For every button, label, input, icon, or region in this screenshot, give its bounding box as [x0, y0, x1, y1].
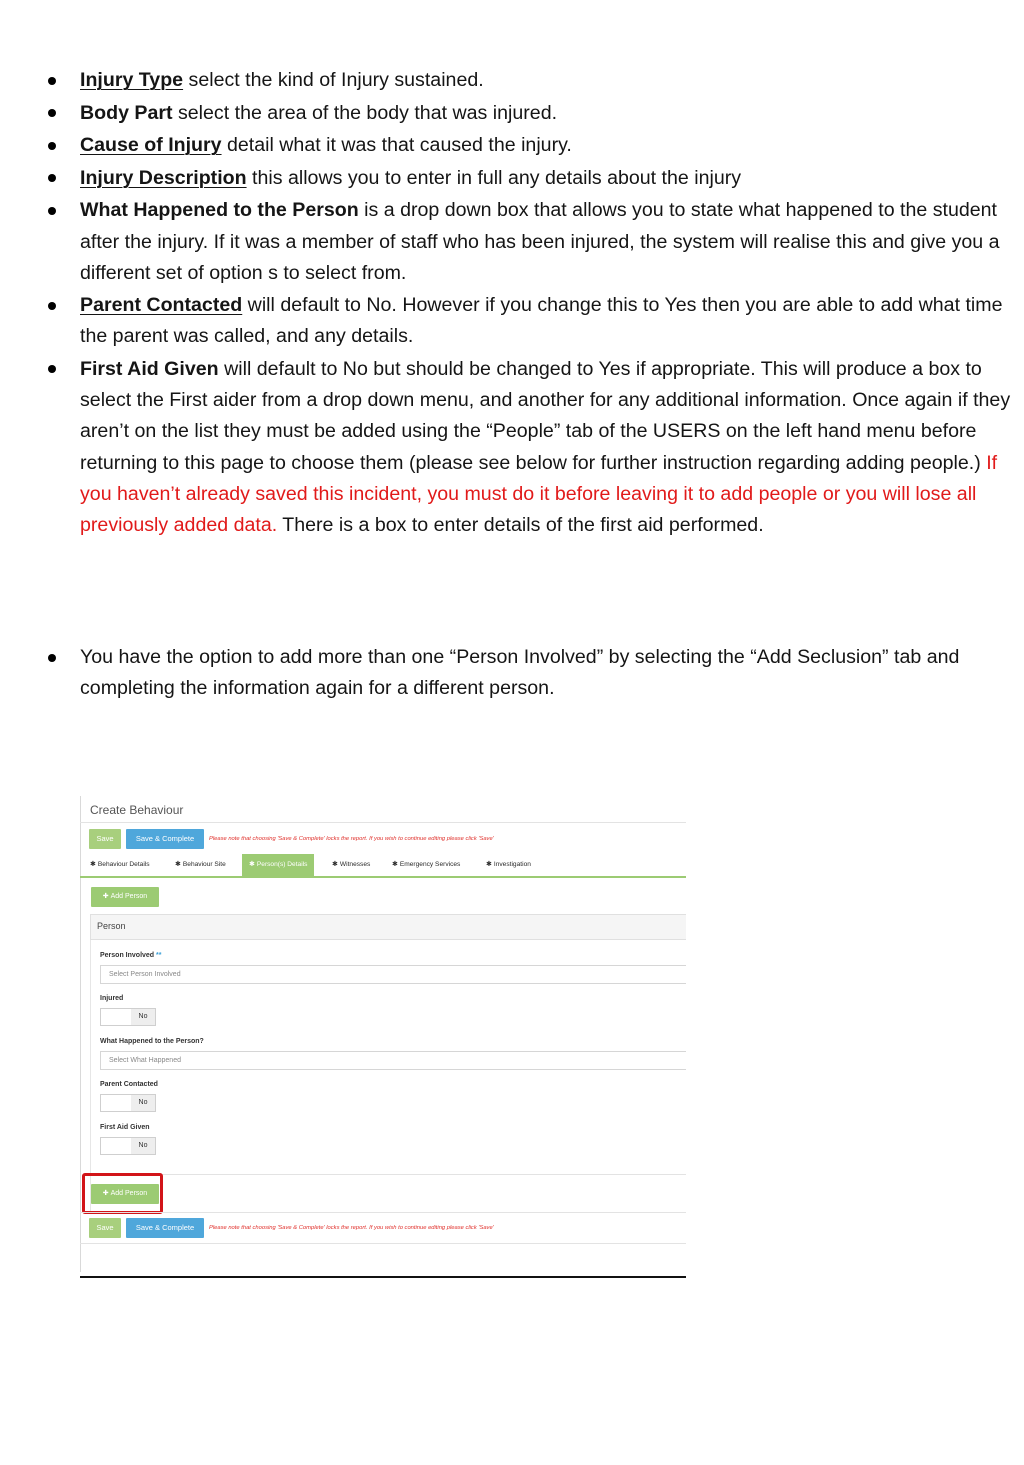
toggle-value: No [131, 1095, 155, 1111]
bullet-term: First Aid Given [80, 357, 219, 380]
tab-label: Behaviour Site [182, 861, 226, 868]
bullet-term: Parent Contacted [80, 294, 243, 317]
asterisk-icon: ✱ [90, 861, 96, 868]
toggle-knob [101, 1009, 132, 1025]
bullet-text: detail what it was that caused the injury. [221, 134, 572, 157]
bullet-term: Body Part [80, 101, 173, 124]
tab-persons-details[interactable] [242, 854, 314, 876]
toggle-value: No [131, 1138, 155, 1154]
field-label-text: Person Involved [100, 952, 155, 959]
bullet-injury-description [44, 163, 1012, 194]
bullet-icon [48, 302, 56, 310]
tab-label: Witnesses [339, 861, 371, 868]
lock-warning-note-bottom: Please note that choosing 'Save & Complete' locks the report. If you wish to continue editing please click 'Save' [209, 1225, 494, 1231]
bullet-text: will default to No but should be changed to Yes if appropriate. This will produce a box to select the First aider from a drop down menu, and another for any additional information. Once again if they aren’t on the list they must be added using the “People” tab of the USERS on the left hand menu before returning to this page to choose them (please see below for further instruction regarding adding people.) [80, 357, 1011, 474]
button-label: Add Person [110, 893, 148, 900]
button-label: Add Person [110, 1190, 148, 1197]
asterisk-icon: ✱ [392, 861, 398, 868]
bullet-term: Cause of Injury [80, 134, 222, 157]
tab-label: Person(s) Details [256, 861, 308, 868]
bullet-icon [48, 365, 56, 373]
bullet-parent-contacted [44, 290, 1012, 352]
save-button[interactable]: Save [89, 829, 121, 849]
bullet-text: You have the option to add more than one “Person Involved” by selecting the “Add Seclusion” tab and completing the information again for a different person. [80, 646, 960, 700]
tab-behaviour-details[interactable] [90, 854, 150, 876]
divider [80, 822, 686, 823]
highlight-box [82, 1173, 163, 1214]
person-panel-header [90, 914, 686, 940]
what-happened-select[interactable]: Select What Happened [100, 1051, 686, 1070]
warning-text: If you haven’t already saved this incident, you must do it before leaving it to add people or you will lose all previously added data. [80, 451, 998, 536]
bullet-add-person [44, 642, 1024, 704]
panel-title: Person [97, 921, 126, 931]
what-happened-label: What Happened to the Person? [100, 1038, 204, 1045]
save-button-bottom[interactable]: Save [89, 1218, 121, 1238]
bullet-icon [48, 174, 56, 182]
bullet-text: this allows you to enter in full any details about the injury [246, 166, 742, 189]
bullet-text-after-warning: There is a box to enter details of the first aid performed. [277, 513, 764, 536]
bullet-what-happened [44, 195, 1012, 289]
add-person-button[interactable] [91, 887, 159, 907]
first-aid-label: First Aid Given [100, 1124, 150, 1131]
form-title: Create Behaviour [90, 803, 184, 817]
bullet-text: will default to No. However if you change this to Yes then you are able to add what time the parent was called, and any details. [80, 294, 1003, 348]
asterisk-icon: ✱ [249, 861, 255, 868]
bullet-icon [48, 207, 56, 215]
asterisk-icon: ✱ [486, 861, 492, 868]
tab-investigation[interactable] [486, 854, 531, 876]
tab-witnesses[interactable] [332, 854, 370, 876]
toggle-knob [101, 1138, 132, 1154]
bullet-icon [48, 142, 56, 150]
bullet-term: What Happened to the Person [80, 199, 359, 222]
tab-underline [80, 876, 686, 878]
divider [90, 1174, 686, 1175]
first-aid-toggle[interactable] [100, 1137, 156, 1155]
divider [80, 1243, 686, 1244]
instruction-list [44, 64, 1012, 700]
toggle-knob [101, 1095, 132, 1111]
tab-label: Behaviour Details [97, 861, 150, 868]
person-involved-select[interactable]: Select Person Involved [100, 965, 686, 984]
divider [90, 940, 91, 1212]
parent-contacted-label: Parent Contacted [100, 1081, 158, 1088]
bullet-text: is a drop down box that allows you to state what happened to the student after the injury. If it was a member of staff who has been injured, the system will realise this and give you a different set of option s to select from. [80, 199, 1000, 284]
toggle-value: No [131, 1009, 155, 1025]
bullet-text: select the area of the body that was injured. [172, 101, 558, 124]
parent-contacted-toggle[interactable] [100, 1094, 156, 1112]
bullet-first-aid [44, 354, 1012, 541]
asterisk-icon: ✱ [332, 861, 338, 868]
bullet-body-part [44, 98, 1012, 129]
injured-toggle[interactable] [100, 1008, 156, 1026]
bullet-term: Injury Type [80, 69, 184, 92]
bullet-cause-of-injury [44, 130, 1012, 161]
plus-icon: ✚ [102, 893, 109, 900]
tab-label: Investigation [493, 861, 531, 868]
embedded-screenshot [80, 796, 686, 1278]
asterisk-icon: ✱ [175, 861, 181, 868]
plus-icon: ✚ [102, 1190, 109, 1197]
save-complete-button-bottom[interactable]: Save & Complete [126, 1218, 204, 1238]
divider [80, 1212, 686, 1213]
tab-label: Emergency Services [399, 861, 461, 868]
bullet-text: select the kind of Injury sustained. [183, 69, 484, 92]
bullet-term: Injury Description [80, 166, 247, 189]
divider [80, 1276, 686, 1278]
lock-warning-note: Please note that choosing 'Save & Complete' locks the report. If you wish to continue editing please click 'Save' [209, 836, 494, 842]
tab-bar [80, 854, 686, 876]
injured-label: Injured [100, 995, 124, 1002]
tab-emergency-services[interactable] [392, 854, 460, 876]
save-complete-button[interactable]: Save & Complete [126, 829, 204, 849]
bullet-injury-type [44, 65, 1012, 96]
tab-behaviour-site[interactable] [175, 854, 226, 876]
bullet-icon [48, 109, 56, 117]
required-mark: ** [156, 952, 162, 959]
person-involved-label [100, 952, 161, 959]
bullet-icon [48, 654, 56, 662]
bullet-icon [48, 77, 56, 85]
